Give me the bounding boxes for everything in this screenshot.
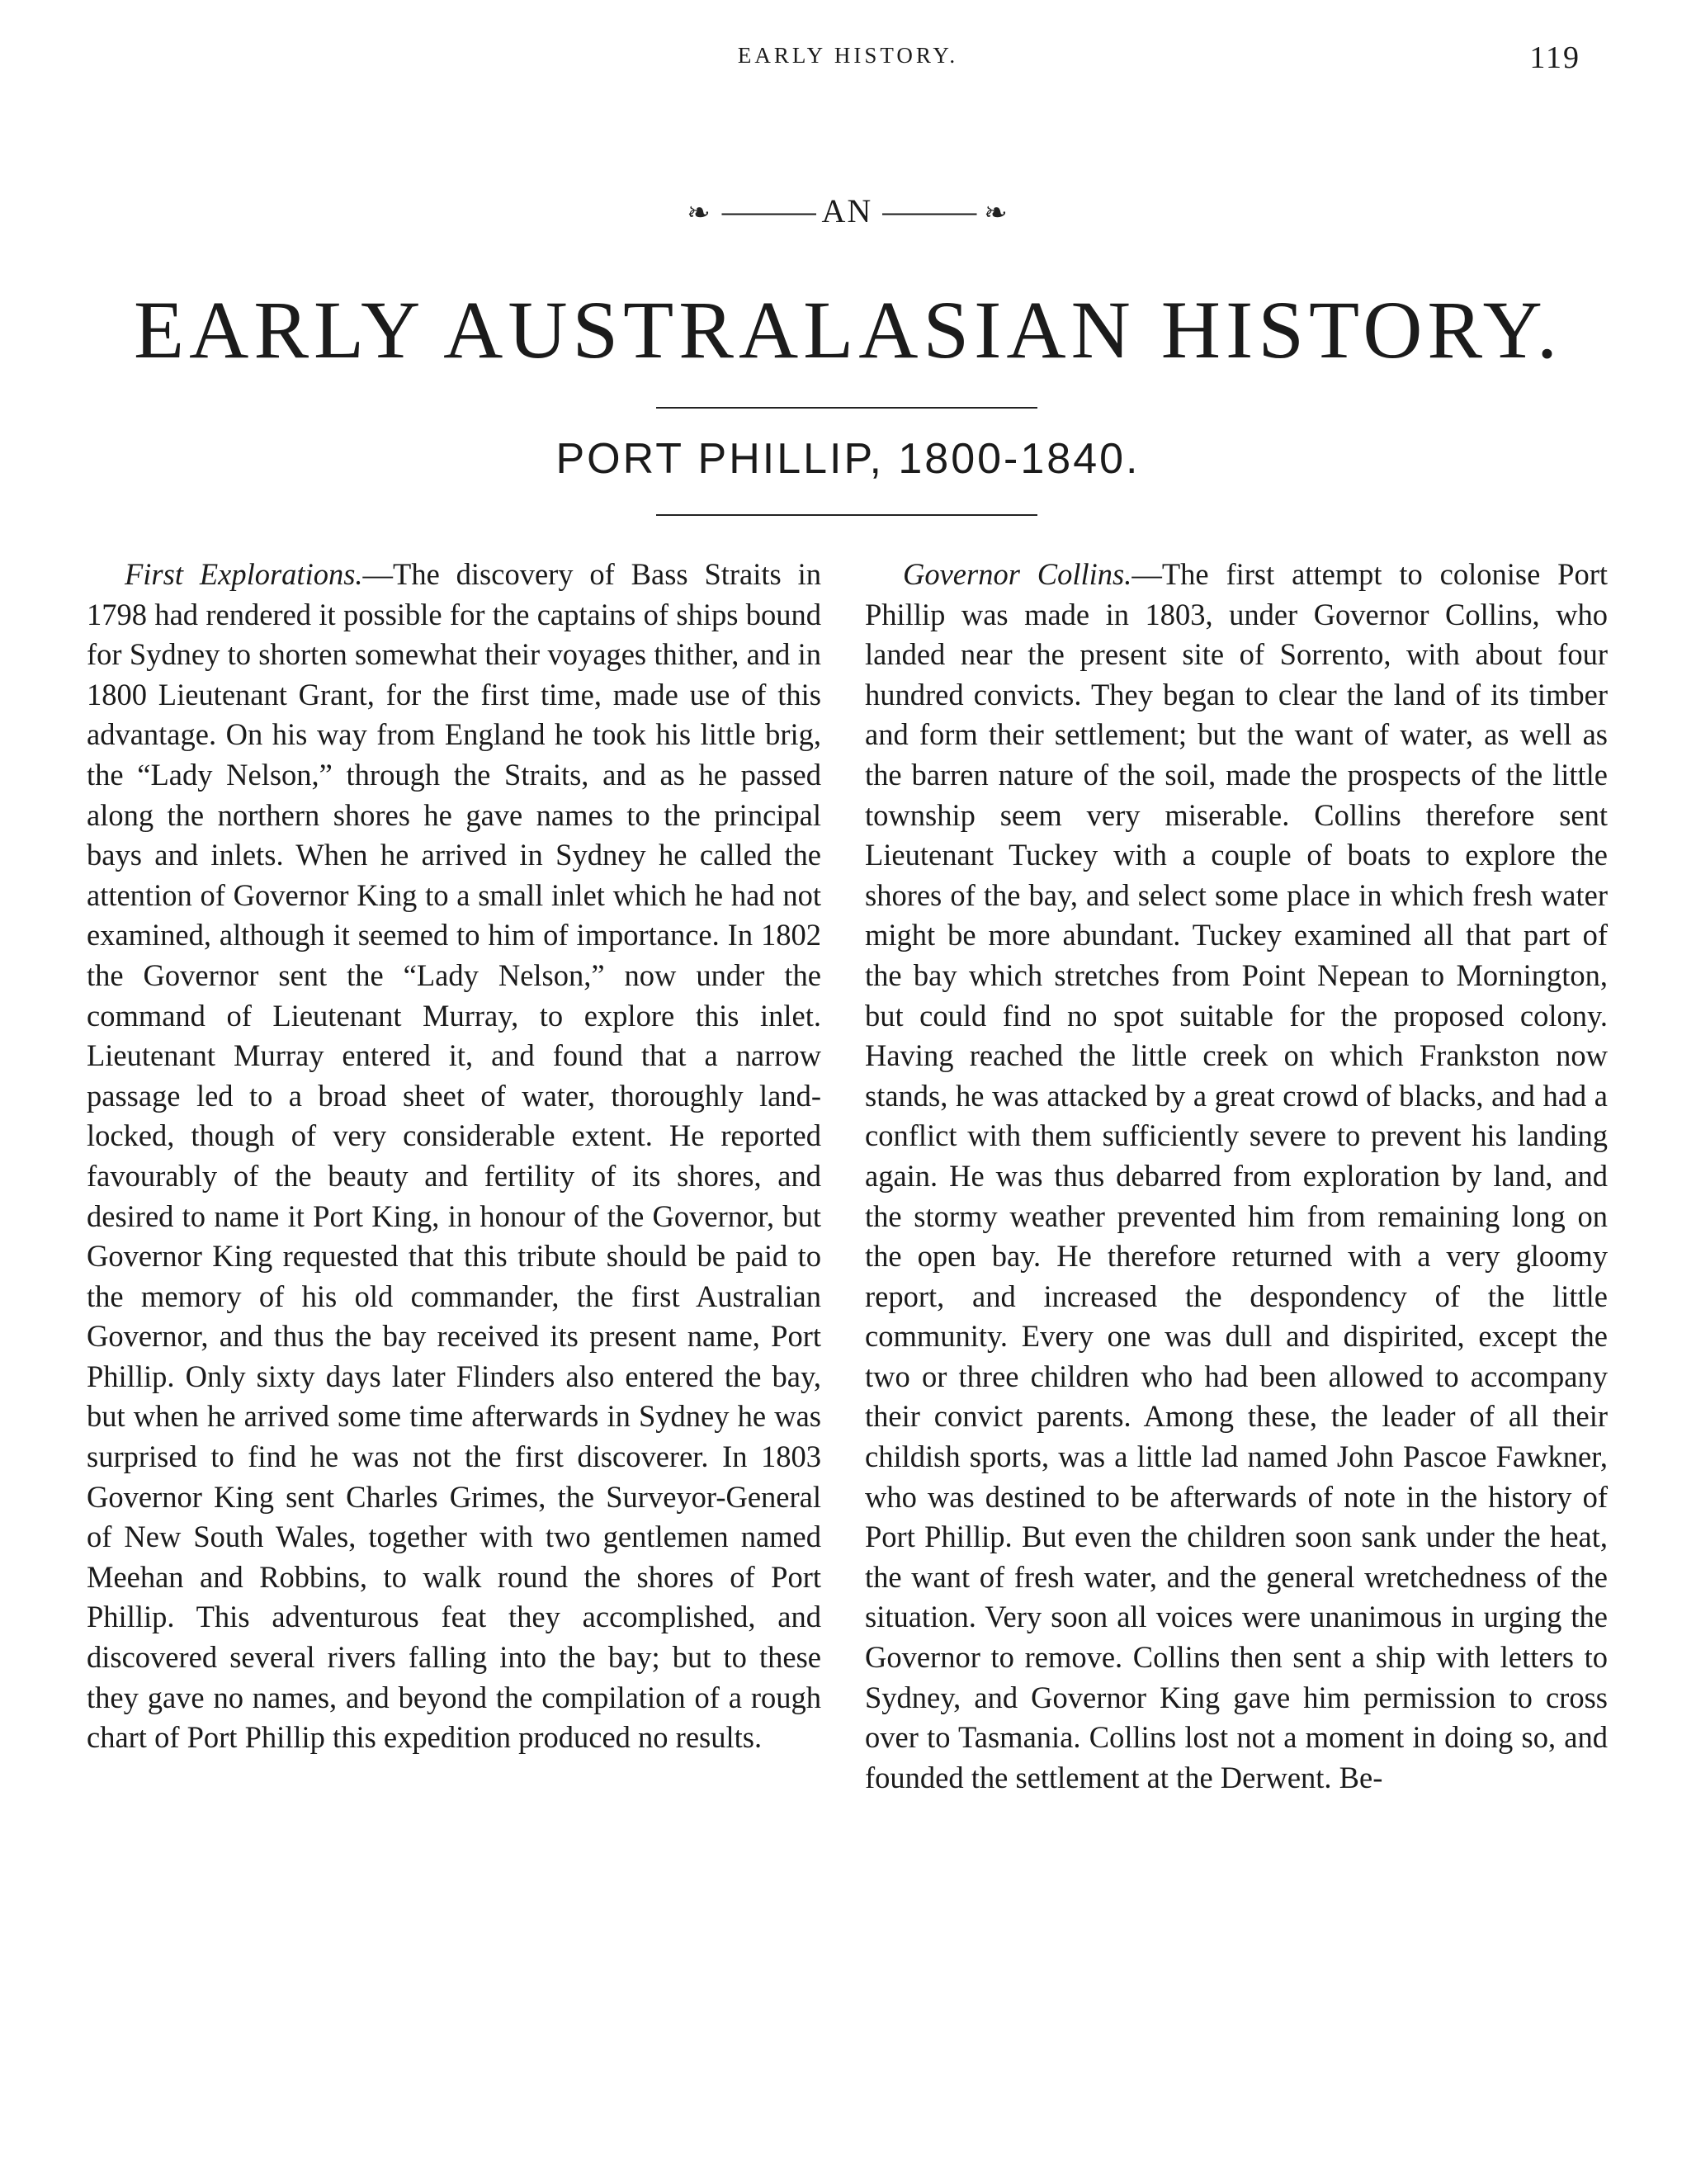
pre-title-dash-left: ——— bbox=[721, 192, 814, 229]
pre-title-line bbox=[0, 191, 1696, 230]
title-rule-bottom bbox=[656, 514, 1037, 516]
left-column-text: —The discovery of Bass Straits in 1798 had rendered it possible for the captains of ships bound for Sydney to shorten somewhat their voyages thither, and in 1800 Lieutenant Grant, for the first time, made use of this advantage. On his way from England he took his little brig, the “Lady Nelson,” through the Straits, and as he passed along the northern shores he gave names to the principal bays and inlets. When he arrived in Sydney he called the attention of Governor King to a small inlet which he had not examined, although it seemed to him of importance. In 1802 the Governor sent the “Lady Nelson,” now under the command of Lieutenant Murray, to explore this inlet. Lieutenant Murray entered it, and found that a narrow passage led to a broad sheet of water, thoroughly land-locked, though of very considerable extent. He reported favourably of the beauty and fertility of its shores, and desired to name it Port King, in honour of the Governor, but Governor King requested that this tribute should be paid to the memory of his old commander, the first Australian Governor, and thus the bay received its present name, Port Phillip. Only sixty days later Flinders also entered the bay, but when he arrived some time afterwards in Sydney he was surprised to find he was not the first discoverer. In 1803 Governor King sent Charles Grimes, the Surveyor-General of New South Wales, together with two gentlemen named Meehan and Robbins, to walk round the shores of Port Phillip. This adventurous feat they accomplished, and discovered several rivers falling into the bay; but to these they gave no names, and beyond the compilation of a rough chart of Port Phillip this expedition produced no results. bbox=[87, 557, 821, 1755]
pre-title-word: AN bbox=[821, 192, 873, 229]
right-column-paragraph bbox=[865, 555, 1608, 1798]
right-column-text: —The first attempt to colonise Port Phillip was made in 1803, under Governor Collins, who landed near the present site of Sorrento, with about four hundred convicts. They began to clear the land of its timber and form their settlement; but the want of water, as well as the barren nature of the soil, made the prospects of the little township seem very miserable. Collins therefore sent Lieutenant Tuckey with a couple of boats to explore the shores of the bay, and select some place in which fresh water might be more abundant. Tuckey examined all that part of the bay which stretches from Point Nepean to Mornington, but could find no spot suitable for the proposed colony. Having reached the little creek on which Frankston now stands, he was attacked by a great crowd of blacks, and had a conflict with them sufficiently severe to prevent his landing again. He was thus debarred from exploration by land, and the stormy weather prevented him from remaining long on the open bay. He therefore returned with a very gloomy report, and increased the despondency of the little community. Every one was dull and dispirited, except the two or three children who had been allowed to accompany their convict parents. Among these, the leader of all their childish sports, was a little lad named John Pascoe Fawkner, who was destined to be afterwards of note in the history of Port Phillip. But even the children soon sank under the heat, the want of fresh water, and the general wretchedness of the situation. Very soon all voices were unanimous in urging the Governor to remove. Collins then sent a ship with letters to Sydney, and Governor King gave him permission to cross over to Tasmania. Collins lost not a moment in doing so, and founded the settlement at the Derwent. Be- bbox=[865, 557, 1608, 1794]
main-title: EARLY AUSTRALASIAN HISTORY. bbox=[134, 284, 1562, 376]
right-column-heading: Governor Collins. bbox=[903, 557, 1132, 591]
pre-title-dash-right: ——— bbox=[882, 192, 975, 229]
subtitle: PORT PHILLIP, 1800-1840. bbox=[555, 435, 1141, 483]
left-column-paragraph bbox=[87, 555, 821, 1758]
page-number: 119 bbox=[1529, 40, 1580, 75]
left-column-heading: First Explorations. bbox=[125, 557, 363, 591]
running-head bbox=[0, 40, 1696, 76]
fleuron-right-icon: ❧ bbox=[984, 198, 1009, 229]
fleuron-left-icon: ❧ bbox=[687, 198, 712, 229]
title-rule-top bbox=[656, 407, 1037, 409]
running-title: EARLY HISTORY. bbox=[737, 43, 959, 68]
